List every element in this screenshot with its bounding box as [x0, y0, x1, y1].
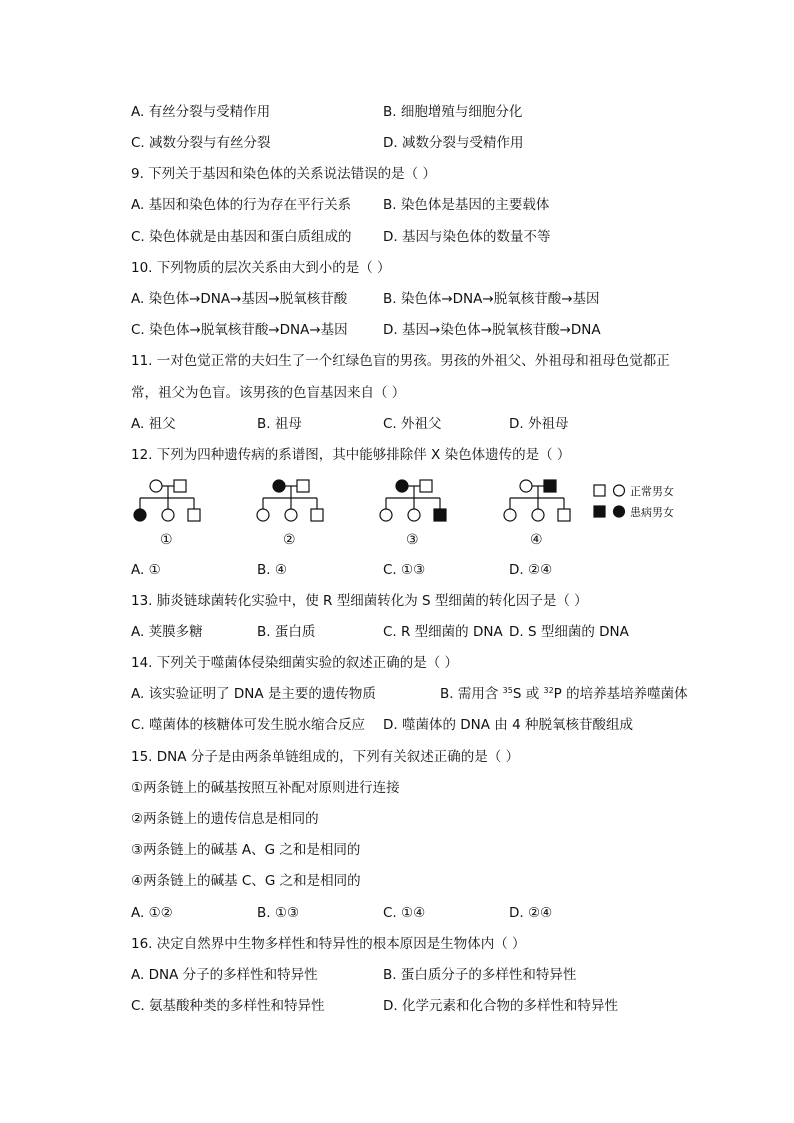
q15-item-2: ②两条链上的遗传信息是相同的 [131, 811, 319, 827]
p3-daughter-normal-1 [380, 509, 392, 521]
q8-option-d: D. 减数分裂与受精作用 [383, 135, 524, 151]
q16-stem: 16. 决定自然界中生物多样性和特异性的根本原因是生物体内（ ） [131, 936, 526, 952]
pedigree-label-4: ④ [530, 532, 543, 548]
pedigree-1 [134, 480, 200, 521]
p2-mother-affected [273, 480, 285, 492]
p2-daughter-normal-1 [257, 509, 269, 521]
legend-normal-label: 正常男女 [630, 485, 674, 498]
q12-option-b: B. ④ [257, 562, 287, 578]
pedigree-label-3: ③ [406, 532, 419, 548]
p2-son-normal [311, 509, 323, 521]
q12-stem: 12. 下列为四种遗传病的系谱图，其中能够排除伴 X 染色体遗传的是（ ） [131, 447, 571, 463]
q15-option-d: D. ②④ [509, 905, 553, 921]
q11-option-a: A. 祖父 [131, 416, 176, 432]
p3-daughter-normal-2 [408, 509, 420, 521]
q16-option-b: B. 蛋白质分子的多样性和特异性 [383, 967, 577, 983]
p4-mother-normal [520, 480, 532, 492]
q8-option-b: B. 细胞增殖与细胞分化 [383, 104, 523, 120]
q8-option-a: A. 有丝分裂与受精作用 [131, 104, 271, 120]
p1-father-normal [174, 480, 186, 492]
q9-option-d: D. 基因与染色体的数量不等 [383, 229, 551, 245]
p1-mother-normal [150, 480, 162, 492]
q10-option-b: B. 染色体→DNA→脱氧核苷酸→基因 [383, 291, 600, 307]
q14-option-c: C. 噬菌体的核糖体可发生脱水缩合反应 [131, 717, 366, 733]
q15-stem: 15. DNA 分子是由两条单链组成的，下列有关叙述正确的是（ ） [131, 749, 520, 765]
legend-affected-female [614, 506, 625, 517]
p1-daughter-affected [134, 509, 146, 521]
q15-option-c: C. ①④ [383, 905, 426, 921]
q15-item-3: ③两条链上的碱基 A、G 之和是相同的 [131, 842, 361, 858]
q14-stem: 14. 下列关于噬菌体侵染细菌实验的叙述正确的是（ ） [131, 655, 459, 671]
p1-son-normal [188, 509, 200, 521]
p4-daughter-normal-2 [532, 509, 544, 521]
q11-option-c: C. 外祖父 [383, 416, 442, 432]
q15-item-4: ④两条链上的碱基 C、G 之和是相同的 [131, 873, 361, 889]
q9-stem: 9. 下列关于基因和染色体的关系说法错误的是（ ） [131, 166, 436, 182]
q13-stem: 13. 肺炎链球菌转化实验中，使 R 型细菌转化为 S 型细菌的转化因子是（ ） [131, 593, 588, 609]
legend-normal-female [614, 485, 625, 496]
q8-option-c: C. 减数分裂与有丝分裂 [131, 135, 271, 151]
q11-option-b: B. 祖母 [257, 416, 302, 432]
q16-option-a: A. DNA 分子的多样性和特异性 [131, 967, 318, 983]
legend-normal-male [594, 485, 605, 496]
q10-option-a: A. 染色体→DNA→基因→脱氧核苷酸 [131, 291, 348, 307]
q9-option-a: A. 基因和染色体的行为存在平行关系 [131, 197, 352, 213]
p3-father-normal [420, 480, 432, 492]
q12-option-c: C. ①③ [383, 562, 426, 578]
q15-item-1: ①两条链上的碱基按照互补配对原则进行连接 [131, 780, 400, 796]
q14-option-a: A. 该实验证明了 DNA 是主要的遗传物质 [131, 686, 376, 702]
p1-daughter-normal [162, 509, 174, 521]
q10-option-d: D. 基因→染色体→脱氧核苷酸→DNA [383, 322, 601, 338]
q14-option-d: D. 噬菌体的 DNA 由 4 种脱氧核苷酸组成 [383, 717, 633, 733]
p4-son-normal [558, 509, 570, 521]
q13-option-a: A. 荚膜多糖 [131, 624, 203, 640]
q14-option-b: B. 需用含 $^{35}$S 或 $^{32}$P 的培养基培养噬菌体 [440, 686, 688, 702]
pedigree-3 [380, 480, 446, 521]
q9-option-c: C. 染色体就是由基因和蛋白质组成的 [131, 229, 352, 245]
q13-option-b: B. 蛋白质 [257, 624, 316, 640]
q11-option-d: D. 外祖母 [509, 416, 569, 432]
q11-stem-line2: 常，祖父为色盲。该男孩的色盲基因来自（ ） [131, 385, 406, 401]
p3-son-affected [434, 509, 446, 521]
pedigree-label-1: ① [160, 532, 173, 548]
p3-mother-affected [396, 480, 408, 492]
q15-option-b: B. ①③ [257, 905, 300, 921]
q12-option-d: D. ②④ [509, 562, 553, 578]
p2-father-normal [297, 480, 309, 492]
q16-option-d: D. 化学元素和化合物的多样性和特异性 [383, 998, 618, 1014]
p2-daughter-normal-2 [285, 509, 297, 521]
p4-daughter-normal-1 [504, 509, 516, 521]
q13-option-c: C. R 型细菌的 DNA [383, 624, 503, 640]
pedigree-2 [257, 480, 323, 521]
q13-option-d: D. S 型细菌的 DNA [509, 624, 629, 640]
q15-option-a: A. ①② [131, 905, 173, 921]
pedigree-legend [594, 485, 625, 517]
p4-father-affected [544, 480, 556, 492]
q16-option-c: C. 氨基酸种类的多样性和特异性 [131, 998, 325, 1014]
q9-option-b: B. 染色体是基因的主要载体 [383, 197, 550, 213]
q10-option-c: C. 染色体→脱氧核苷酸→DNA→基因 [131, 322, 348, 338]
legend-affected-label: 患病男女 [630, 506, 674, 519]
q12-option-a: A. ① [131, 562, 161, 578]
pedigree-label-2: ② [283, 532, 296, 548]
pedigree-4 [504, 480, 570, 521]
legend-affected-male [594, 506, 605, 517]
q11-stem-line1: 11. 一对色觉正常的夫妇生了一个红绿色盲的男孩。男孩的外祖父、外祖母和祖母色觉都正 [131, 353, 670, 369]
pedigree-figure [128, 474, 688, 552]
q10-stem: 10. 下列物质的层次关系由大到小的是（ ） [131, 260, 391, 276]
